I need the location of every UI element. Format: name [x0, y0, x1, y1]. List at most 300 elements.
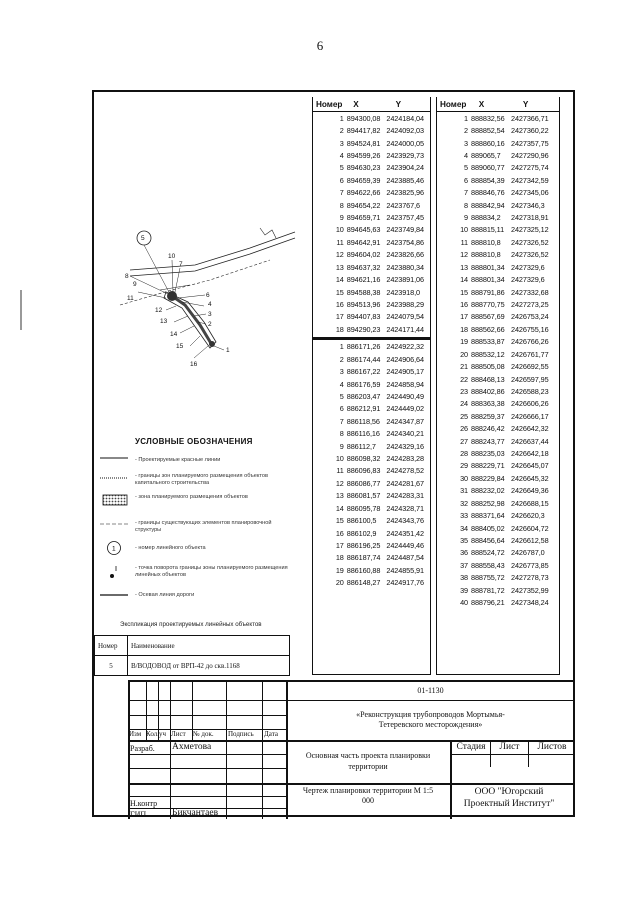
y-value: 2424449,46	[386, 540, 424, 550]
y-value: 2427357,75	[511, 138, 549, 148]
x-value: 889065,7	[471, 150, 501, 160]
y-value: 2427278,73	[511, 573, 549, 583]
coordinate-row	[437, 547, 559, 559]
y-value: 2423767,6	[386, 200, 420, 210]
point-number: 3	[339, 367, 344, 377]
coordinate-row	[437, 522, 559, 534]
map-label: 7	[179, 261, 183, 268]
y-value: 2423880,34	[386, 262, 424, 272]
site-plan-map	[100, 210, 300, 390]
y-value: 2424347,87	[386, 416, 424, 426]
y-value: 2427346,3	[511, 200, 545, 210]
y-value: 2427318,91	[511, 213, 549, 223]
y-value: 2426755,16	[511, 324, 549, 334]
point-number: 16	[460, 300, 468, 309]
legend-item: - Осевая линия дороги	[135, 592, 195, 598]
coordinate-row	[313, 211, 430, 223]
point-number: 1	[339, 113, 344, 123]
x-value: 886148,27	[346, 578, 381, 588]
legend-existing-boundary-symbol	[100, 521, 130, 527]
point-number: 11	[336, 237, 344, 247]
y-value: 2423918,0	[386, 287, 420, 297]
map-label: 6	[206, 292, 210, 299]
x-value: 888801,34	[471, 262, 505, 272]
coordinate-row	[313, 261, 430, 273]
coordinate-row	[437, 460, 559, 472]
legend-item: - границы зон планируемого размещения объектов капитального строительства	[135, 473, 268, 486]
point-number: 9	[464, 213, 468, 223]
y-value: 2427345,06	[511, 188, 549, 198]
coordinate-row	[313, 249, 430, 261]
map-label: 3	[208, 311, 212, 318]
x-value: 894622,66	[346, 188, 381, 198]
x-value: 888791,86	[471, 287, 505, 297]
map-label: 16	[190, 361, 198, 368]
y-value: 2426773,85	[511, 560, 549, 570]
stamp-developer-label: Разраб.	[130, 744, 155, 753]
x-value: 888235,03	[471, 449, 505, 459]
coordinate-row	[313, 311, 430, 323]
coordinate-row	[313, 323, 430, 335]
y-value: 2427325,12	[511, 225, 549, 235]
point-number: 32	[460, 498, 468, 508]
coordinate-row	[437, 447, 559, 459]
coordinate-row	[313, 199, 430, 211]
y-value: 2424340,21	[386, 429, 424, 439]
point-number: 24	[460, 399, 468, 409]
x-value: 888834,2	[471, 213, 501, 223]
x-value: 894642,91	[346, 237, 381, 247]
x-value: 886171,26	[346, 342, 381, 352]
y-value: 2426620,3	[511, 511, 545, 521]
legend-zone-hatch-symbol	[102, 494, 132, 506]
x-value: 894407,83	[346, 312, 381, 322]
x-value: 894417,82	[346, 126, 381, 136]
y-value: 2427273,25	[511, 300, 549, 309]
x-value: 888770,75	[471, 300, 505, 309]
stamp-sheet-label: Лист	[499, 742, 520, 752]
coordinate-row	[437, 559, 559, 571]
coordinate-row	[313, 298, 430, 310]
coordinate-row	[437, 224, 559, 236]
explication-table	[94, 635, 290, 676]
y-value: 2426649,36	[511, 486, 549, 496]
y-value: 2426604,72	[511, 523, 549, 533]
x-value: 888259,37	[471, 411, 505, 421]
coordinate-row	[437, 323, 559, 335]
y-value: 2423988,29	[386, 300, 424, 309]
stamp-chief-engineer-label: ГИП	[130, 810, 147, 819]
y-value: 2424906,64	[386, 354, 424, 364]
y-value: 2426766,26	[511, 337, 549, 347]
y-value: 2426753,24	[511, 312, 549, 322]
y-value: 2424487,54	[386, 553, 424, 563]
y-value: 2427360,22	[511, 126, 549, 136]
x-value: 888755,72	[471, 573, 505, 583]
coordinate-row	[437, 410, 559, 422]
point-number: 13	[460, 262, 468, 272]
x-value: 894637,32	[346, 262, 381, 272]
x-value: 888371,64	[471, 511, 505, 521]
y-value: 2424490,49	[386, 391, 424, 401]
x-value: 886212,91	[346, 404, 381, 414]
coordinate-row	[313, 390, 430, 402]
point-number: 40	[460, 598, 468, 608]
y-value: 2427326,52	[511, 237, 549, 247]
legend-item: - точка поворота границы зоны планируемого размещения линейных объектов	[135, 565, 288, 578]
col-number: Номер	[440, 99, 467, 109]
stamp-organization: ООО "Югорский Проектный Институт"	[463, 787, 555, 809]
coordinate-row	[313, 365, 430, 377]
x-value: 886167,22	[346, 367, 381, 377]
point-number: 16	[335, 528, 344, 538]
x-value: 889060,77	[471, 163, 505, 173]
point-number: 19	[335, 565, 344, 575]
point-number: 18	[335, 553, 344, 563]
point-number: 15	[335, 287, 344, 297]
y-value: 2424905,17	[386, 367, 424, 377]
x-value: 888810,8	[471, 237, 501, 247]
point-number: 8	[339, 200, 344, 210]
point-number: 9	[339, 441, 344, 451]
coordinate-row	[313, 440, 430, 452]
col-number: Номер	[316, 99, 343, 109]
coordinate-row	[313, 502, 430, 514]
x-value: 888810,8	[471, 250, 501, 260]
y-value: 2427332,68	[511, 287, 549, 297]
x-value: 894300,08	[346, 113, 381, 123]
map-label: 4	[208, 301, 212, 308]
x-value: 886174,44	[346, 354, 381, 364]
point-number: 27	[460, 436, 468, 446]
coordinate-table-left	[312, 97, 431, 675]
coordinate-row	[437, 124, 559, 136]
coordinate-row	[437, 149, 559, 161]
coordinate-row	[437, 137, 559, 149]
coordinate-row	[437, 273, 559, 285]
coordinate-row	[313, 224, 430, 236]
coordinate-row	[313, 403, 430, 415]
coordinate-row	[437, 236, 559, 248]
y-value: 2424184,04	[386, 113, 424, 123]
point-number: 3	[464, 138, 468, 148]
y-value: 2426637,44	[511, 436, 549, 446]
y-value: 2426761,77	[511, 349, 549, 359]
point-number: 37	[460, 560, 468, 570]
y-value: 2424328,71	[386, 503, 424, 513]
point-number: 2	[339, 126, 344, 136]
coordinate-row	[437, 360, 559, 372]
y-value: 2427329,6	[511, 275, 545, 285]
y-value: 2426588,23	[511, 386, 549, 396]
y-value: 2426606,26	[511, 399, 549, 409]
y-value: 2423749,84	[386, 225, 424, 235]
explication-row-number: 5	[95, 656, 128, 676]
y-value: 2424917,76	[386, 578, 424, 588]
coordinate-row	[437, 298, 559, 310]
coordinate-row	[313, 378, 430, 390]
y-value: 2424171,44	[386, 324, 424, 334]
x-value: 888852,54	[471, 126, 505, 136]
coordinate-row	[313, 174, 430, 186]
coordinate-row	[437, 423, 559, 435]
y-value: 2427366,71	[511, 113, 549, 123]
project-name: «Реконструкция трубопроводов Мортымья-Тетеревского месторождения»	[356, 710, 505, 729]
x-value: 888796,21	[471, 598, 505, 608]
stamp-col-kol: Кол.уч	[146, 730, 166, 738]
coordinate-row	[437, 162, 559, 174]
coordinate-table-header	[313, 97, 430, 112]
point-number: 17	[460, 312, 468, 322]
coordinate-row	[313, 452, 430, 464]
legend-circle-number: 1	[112, 545, 116, 553]
y-value: 2427348,24	[511, 598, 549, 608]
coordinate-row	[437, 509, 559, 521]
coordinate-row	[313, 539, 430, 551]
point-number: 36	[460, 548, 468, 558]
block-separator	[313, 337, 430, 340]
map-label: 5	[141, 235, 145, 242]
y-value: 2424329,16	[386, 441, 424, 451]
point-number: 12	[335, 250, 344, 260]
x-value: 894513,96	[346, 300, 381, 309]
y-value: 2426597,95	[511, 374, 549, 384]
x-value: 886102,9	[346, 528, 377, 538]
y-value: 2424283,31	[386, 491, 424, 501]
x-value: 888532,12	[471, 349, 505, 359]
y-value: 2424855,91	[386, 565, 424, 575]
x-value: 888468,13	[471, 374, 505, 384]
stamp-col-doc: № док.	[193, 730, 214, 738]
stamp-stage-label: Стадия	[456, 742, 486, 752]
point-number: 33	[460, 511, 468, 521]
y-value: 2424343,76	[386, 516, 424, 526]
stamp-col-izm: Изм	[129, 730, 142, 738]
coordinate-row	[313, 514, 430, 526]
y-value: 2427275,74	[511, 163, 549, 173]
y-value: 2426645,07	[511, 461, 549, 471]
x-value: 886176,59	[346, 379, 381, 389]
x-value: 888524,72	[471, 548, 505, 558]
point-number: 12	[460, 250, 468, 260]
coordinate-row	[437, 286, 559, 298]
point-number: 6	[339, 404, 344, 414]
y-value: 2424858,94	[386, 379, 424, 389]
point-number: 11	[460, 237, 468, 247]
x-value: 886116,16	[346, 429, 380, 439]
x-value: 888252,98	[471, 498, 505, 508]
explication-title: Экспликация проектируемых линейных объектов	[120, 621, 262, 628]
x-value: 894599,26	[346, 150, 381, 160]
x-value: 888832,56	[471, 113, 505, 123]
point-number: 1	[339, 342, 344, 352]
point-number: 18	[460, 324, 468, 334]
map-label: 12	[155, 307, 163, 314]
legend-title: УСЛОВНЫЕ ОБОЗНАЧЕНИЯ	[135, 437, 253, 446]
stamp-developer-name: Ахметова	[172, 742, 212, 752]
x-value: 894659,71	[346, 213, 381, 223]
map-label: 9	[133, 281, 137, 288]
point-number: 20	[335, 578, 344, 588]
coordinate-row	[437, 398, 559, 410]
x-value: 888232,02	[471, 486, 505, 496]
point-number: 35	[460, 535, 468, 545]
y-value: 2423825,96	[386, 188, 424, 198]
coordinate-row	[437, 596, 559, 608]
y-value: 2427329,6	[511, 262, 545, 272]
point-number: 8	[464, 200, 468, 210]
legend-object-number-symbol	[105, 540, 135, 556]
legend-red-line-symbol	[100, 455, 130, 461]
point-number: 38	[460, 573, 468, 583]
point-number: 5	[464, 163, 468, 173]
point-number: 13	[335, 262, 344, 272]
x-value: 886081,57	[346, 491, 381, 501]
stamp-chief-engineer-name: Бикчантаев	[172, 808, 219, 818]
coordinate-row	[437, 348, 559, 360]
y-value: 2426645,32	[511, 473, 549, 483]
coordinate-row	[313, 149, 430, 161]
coordinate-row	[313, 527, 430, 539]
x-value: 894659,39	[346, 175, 381, 185]
coordinate-row	[313, 341, 430, 353]
coordinate-row	[437, 174, 559, 186]
x-value: 886100,5	[346, 516, 377, 526]
y-value: 2423826,66	[386, 250, 424, 260]
x-value: 886112,7	[346, 441, 376, 451]
coordinate-row	[437, 497, 559, 509]
x-value: 886096,83	[346, 466, 381, 476]
x-value: 888505,08	[471, 362, 505, 372]
coordinate-row	[437, 211, 559, 223]
coordinate-row	[437, 572, 559, 584]
point-number: 9	[339, 213, 344, 223]
point-number: 14	[335, 503, 344, 513]
map-label: 13	[160, 318, 168, 325]
stamp-col-date: Дата	[264, 730, 278, 738]
point-number: 39	[460, 585, 468, 595]
map-label: 1	[226, 347, 230, 354]
x-value: 888229,84	[471, 473, 505, 483]
x-value: 886196,25	[346, 540, 381, 550]
x-value: 888402,86	[471, 386, 505, 396]
x-value: 888854,39	[471, 175, 505, 185]
x-value: 888781,72	[471, 585, 505, 595]
point-number: 2	[464, 126, 468, 136]
point-number: 6	[339, 175, 344, 185]
y-value: 2424000,05	[386, 138, 424, 148]
title-block	[128, 680, 575, 819]
point-number: 10	[335, 225, 344, 235]
coordinate-row	[313, 490, 430, 502]
point-number: 23	[460, 386, 468, 396]
point-number: 34	[460, 523, 468, 533]
x-value: 888562,66	[471, 324, 505, 334]
legend-item: - зона планируемого размещения объектов	[135, 494, 248, 500]
coordinate-row	[437, 311, 559, 323]
point-number: 14	[460, 275, 468, 285]
x-value: 886187,74	[346, 553, 381, 563]
point-number: 20	[460, 349, 468, 359]
y-value: 2426666,17	[511, 411, 549, 421]
point-number: 5	[339, 163, 344, 173]
x-value: 888801,34	[471, 275, 505, 285]
point-number: 19	[460, 337, 468, 347]
y-value: 2424351,42	[386, 528, 424, 538]
point-number: 15	[460, 287, 468, 297]
point-number: 31	[460, 486, 468, 496]
x-value: 888815,11	[471, 225, 505, 235]
coordinate-row	[313, 353, 430, 365]
point-number: 30	[460, 473, 468, 483]
point-number: 12	[335, 478, 344, 488]
point-number: 16	[335, 300, 344, 309]
x-value: 888246,42	[471, 424, 505, 434]
col-y: Y	[395, 99, 402, 109]
coordinate-row	[437, 249, 559, 261]
point-number: 14	[335, 275, 344, 285]
x-value: 886098,32	[346, 454, 381, 464]
point-number: 15	[335, 516, 344, 526]
coordinate-row	[313, 124, 430, 136]
map-label: 11	[127, 295, 134, 302]
y-value: 2427352,99	[511, 585, 549, 595]
y-value: 2424278,52	[386, 466, 424, 476]
x-value: 888567,69	[471, 312, 505, 322]
explication-row-name: В/ВОДОВОД от ВРП-42 до скв.1168	[128, 656, 290, 676]
y-value: 2423885,46	[386, 175, 424, 185]
x-value: 888846,76	[471, 188, 505, 198]
coordinate-row	[313, 577, 430, 589]
stamp-norm-control-label: Н.контр	[130, 799, 158, 808]
coordinate-row	[313, 477, 430, 489]
coordinate-row	[437, 187, 559, 199]
x-value: 888229,71	[471, 461, 505, 471]
coordinate-table-header	[437, 97, 559, 112]
y-value: 2426642,18	[511, 449, 549, 459]
coordinate-row	[437, 199, 559, 211]
coordinate-row	[313, 112, 430, 124]
point-number: 17	[335, 312, 344, 322]
legend-road-axis-symbol	[100, 592, 130, 598]
stamp-col-list: Лист	[171, 730, 186, 738]
stamp-drawing-title: Чертеж планировки территории М 1:5 000	[302, 786, 434, 805]
x-value: 888842,94	[471, 200, 505, 210]
legend-item: - номер линейного объекта	[135, 545, 206, 551]
x-value: 888363,38	[471, 399, 505, 409]
map-label: 14	[170, 331, 178, 338]
x-value: 888860,16	[471, 138, 505, 148]
y-value: 2423754,86	[386, 237, 424, 247]
y-value: 2423929,73	[386, 150, 424, 160]
legend-item: - Проектируемые красные линии	[135, 457, 221, 463]
coordinate-row	[313, 465, 430, 477]
x-value: 886086,77	[346, 478, 381, 488]
coordinate-row	[437, 534, 559, 546]
legend-item: - границы существующих элементов планировочной структуры	[135, 520, 272, 533]
x-value: 888533,87	[471, 337, 505, 347]
road-line	[130, 232, 295, 270]
y-value: 2423904,24	[386, 163, 424, 173]
coordinate-row	[313, 428, 430, 440]
point-number: 5	[339, 391, 344, 401]
point-number: 26	[460, 424, 468, 434]
coordinate-row	[313, 236, 430, 248]
x-value: 894630,23	[346, 163, 381, 173]
point-number: 25	[460, 411, 468, 421]
point-number: 6	[464, 175, 468, 185]
point-number: 17	[335, 540, 344, 550]
